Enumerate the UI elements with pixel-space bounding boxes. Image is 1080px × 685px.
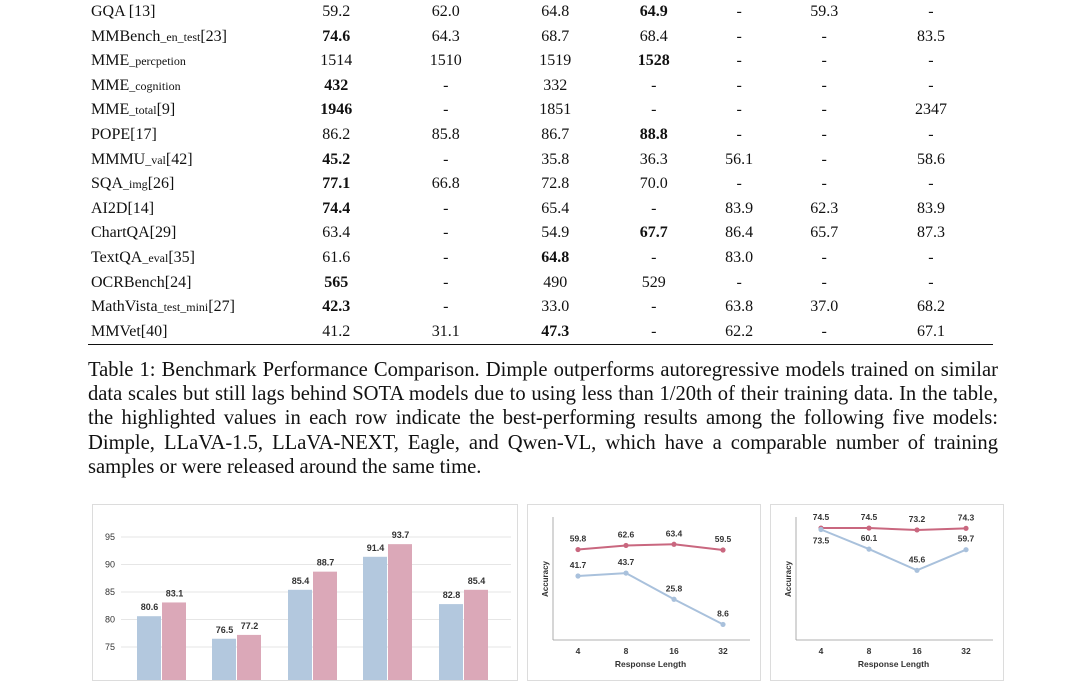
table-cell: 36.3 (639, 150, 668, 168)
table-cell: - (821, 273, 827, 291)
bar (313, 572, 337, 680)
table-cell: - (443, 224, 449, 242)
data-label: 73.5 (812, 535, 830, 546)
table-cell: - (821, 101, 827, 119)
data-point (623, 570, 628, 575)
table-cell: - (736, 101, 742, 119)
table-cell: 64.3 (431, 27, 460, 45)
data-label: 25.8 (665, 583, 683, 594)
table-cell: 74.4 (322, 199, 351, 217)
benchmark-table (88, 0, 993, 345)
data-label: 85.4 (467, 575, 486, 586)
benchmark-name: MME_percpetion (91, 52, 186, 70)
bar (137, 616, 161, 680)
table-cell: - (928, 125, 934, 143)
table-row (88, 49, 993, 74)
bar (439, 604, 463, 680)
table-cell: 41.2 (283, 320, 390, 345)
table-cell: - (651, 298, 657, 316)
table-cell: 83.5 (916, 27, 945, 45)
table-cell: 83.9 (725, 199, 754, 217)
series-line (821, 530, 966, 571)
table-cell: 45.2 (322, 150, 351, 168)
table-cell: - (928, 273, 934, 291)
table-cell: - (443, 199, 449, 217)
data-label: 43.7 (617, 557, 635, 568)
table-cell: - (821, 27, 827, 45)
table-row (88, 25, 993, 50)
y-tick-label: 95 (104, 532, 115, 542)
x-tick-label: 16 (912, 646, 922, 656)
benchmark-name: MMVet[40] (88, 320, 283, 345)
table-cell: 42.3 (322, 298, 351, 316)
table-cell: 65.7 (810, 224, 839, 242)
x-tick-label: 8 (866, 646, 872, 656)
table-row (88, 172, 993, 197)
table-cell: - (736, 175, 742, 193)
x-tick-label: 16 (669, 646, 679, 656)
table-cell: 86.2 (322, 125, 351, 143)
table-cell: 87.3 (916, 224, 945, 242)
bar-chart (93, 505, 517, 680)
table-cell: 67.7 (639, 224, 668, 242)
table-cell: 59.3 (810, 3, 839, 20)
y-axis-label: Accuracy (541, 560, 550, 598)
table-row (88, 271, 993, 296)
table-cell: - (928, 76, 934, 94)
data-point (866, 547, 871, 552)
data-label: 91.4 (366, 542, 385, 553)
x-tick-label: 8 (623, 646, 629, 656)
table-cell: 74.6 (322, 27, 351, 45)
table-cell: 67.1 (869, 320, 993, 345)
benchmark-name: MME_total[9] (91, 101, 176, 119)
table-cell: - (736, 76, 742, 94)
benchmark-name: TextQA_eval[35] (91, 248, 195, 266)
table-cell: 59.2 (322, 3, 351, 20)
bar (288, 590, 312, 680)
table-cell: - (821, 52, 827, 70)
data-label: 88.7 (316, 557, 335, 568)
table-cell: 56.1 (725, 150, 754, 168)
table-cell: 86.7 (541, 125, 570, 143)
x-tick-label: 32 (961, 646, 971, 656)
table-cell: 1851 (539, 101, 572, 119)
data-label: 60.1 (860, 533, 878, 544)
table-cell: 37.0 (810, 298, 839, 316)
data-point (963, 526, 968, 531)
data-point (720, 622, 725, 627)
data-label: 59.7 (957, 533, 975, 544)
table-cell: 58.6 (916, 150, 945, 168)
table-cell: 31.1 (390, 320, 502, 345)
y-tick-label: 85 (104, 587, 115, 597)
bar (212, 639, 236, 680)
table-cell: - (651, 101, 657, 119)
table-row (88, 74, 993, 99)
data-label: 82.8 (442, 590, 461, 601)
table-row (88, 0, 993, 25)
table-cell: 68.2 (916, 298, 945, 316)
table-cell: 61.6 (322, 248, 351, 266)
benchmark-name: MathVista_test_mini[27] (91, 298, 235, 316)
y-tick-label: 80 (104, 614, 115, 625)
line-chart-panel-2 (770, 504, 1004, 681)
table-cell: 529 (641, 273, 666, 291)
table-cell: 83.9 (916, 199, 945, 217)
data-label: 74.3 (957, 512, 975, 523)
data-label: 85.4 (291, 575, 310, 586)
table-cell: - (928, 52, 934, 70)
table-cell: 65.4 (541, 199, 570, 217)
table-cell: 64.8 (541, 248, 570, 266)
table-cell: 332 (543, 76, 568, 94)
table-cell: - (443, 273, 449, 291)
table-cell: 85.8 (431, 125, 460, 143)
table-cell: - (736, 52, 742, 70)
table-cell: - (443, 150, 449, 168)
table-row (88, 98, 993, 123)
table-cell: 63.4 (322, 224, 351, 242)
x-tick-label: 4 (818, 646, 824, 656)
table-row (88, 123, 993, 148)
data-label: 8.6 (717, 608, 729, 619)
data-label: 63.4 (665, 528, 683, 539)
data-label: 59.5 (714, 533, 732, 544)
data-point (623, 543, 628, 548)
data-point (720, 547, 725, 552)
table-cell: 64.9 (639, 3, 668, 20)
table-row (88, 320, 993, 345)
bar (237, 635, 261, 680)
bar-chart-panel (92, 504, 518, 681)
table-cell: - (928, 3, 934, 20)
data-point (818, 527, 823, 532)
series-line (578, 544, 723, 550)
table-cell: - (736, 27, 742, 45)
table-cell: 432 (324, 76, 349, 94)
table-cell: - (651, 76, 657, 94)
x-axis-label: Response Length (857, 659, 930, 669)
table-cell: - (821, 125, 827, 143)
data-point (866, 525, 871, 530)
table-cell: 72.8 (541, 175, 570, 193)
series-line (578, 573, 723, 624)
data-point (914, 568, 919, 573)
table-cell: 565 (324, 273, 349, 291)
x-tick-label: 32 (718, 646, 728, 656)
table-row (88, 246, 993, 271)
line-chart-1 (528, 505, 760, 680)
table-cell: - (780, 320, 869, 345)
data-label: 77.2 (240, 620, 259, 631)
table-caption: Table 1: Benchmark Performance Comparison. Dimple outperforms autoregressive models trained on similar data scales but still lags behind SOTA models due to using less than 1/20th of their training data. In the table, the highlighted values in each row indicate the best-performing results among the following five models: Dimple, LLaVA-1.5, LLaVA-NEXT, Eagle, and Qwen-VL, which have a comparable number of training samples or were released around the same time. (88, 359, 998, 478)
table-cell: 83.0 (725, 248, 754, 266)
table-cell: - (443, 298, 449, 316)
y-tick-label: 90 (104, 559, 115, 570)
table-cell: 63.8 (725, 298, 754, 316)
table-cell: - (821, 150, 827, 168)
table-cell: - (651, 199, 657, 217)
line-chart-2 (771, 505, 1003, 680)
table-cell: 1519 (539, 52, 572, 70)
data-label: 62.6 (617, 529, 635, 540)
benchmark-name: AI2D[14] (91, 199, 155, 217)
table-cell: - (821, 248, 827, 266)
table-cell: - (736, 125, 742, 143)
table-cell: - (443, 248, 449, 266)
table-cell: 68.4 (639, 27, 668, 45)
table-cell: 70.0 (639, 175, 668, 193)
table-cell: 2347 (914, 101, 947, 119)
table-cell: 490 (543, 273, 568, 291)
bar (464, 590, 488, 680)
table-cell: - (928, 175, 934, 193)
y-tick-label: 75 (104, 642, 115, 652)
table-cell: 62.3 (810, 199, 839, 217)
table-cell: - (928, 248, 934, 266)
table-cell: - (821, 76, 827, 94)
x-tick-label: 4 (575, 646, 581, 656)
table-cell: 68.7 (541, 27, 570, 45)
benchmark-name: MME_cognition (91, 76, 181, 94)
table-cell: - (821, 175, 827, 193)
table-cell: 62.2 (699, 320, 780, 345)
benchmark-name: MMMU_val[42] (91, 150, 193, 168)
table-cell: 64.8 (541, 3, 570, 20)
table-cell: 54.9 (541, 224, 570, 242)
y-axis-label: Accuracy (784, 560, 793, 598)
data-label: 73.2 (908, 513, 926, 524)
bar (162, 602, 186, 680)
data-label: 80.6 (140, 602, 159, 613)
table-cell: 47.3 (502, 320, 609, 345)
benchmark-name: POPE[17] (91, 125, 157, 143)
table-cell: 66.8 (431, 175, 460, 193)
data-label: 93.7 (391, 530, 410, 541)
benchmark-name: OCRBench[24] (91, 273, 192, 291)
data-point (963, 547, 968, 552)
data-point (914, 527, 919, 532)
table-cell: 62.0 (431, 3, 460, 20)
table-cell: 88.8 (639, 125, 668, 143)
data-point (575, 573, 580, 578)
table-cell: - (609, 320, 699, 345)
table-cell: 1510 (429, 52, 462, 70)
data-label: 76.5 (215, 624, 234, 635)
data-label: 41.7 (569, 560, 587, 571)
data-label: 45.6 (908, 554, 926, 565)
table-row (88, 221, 993, 246)
table-cell: 33.0 (541, 298, 570, 316)
table-cell: - (651, 248, 657, 266)
benchmark-name: SQA_img[26] (91, 175, 175, 193)
table-row (88, 197, 993, 222)
table-cell: 1528 (637, 52, 670, 70)
table-cell: - (736, 273, 742, 291)
table-row (88, 295, 993, 320)
data-point (671, 597, 676, 602)
data-label: 74.5 (812, 512, 830, 523)
x-axis-label: Response Length (614, 659, 687, 669)
series-line (821, 528, 966, 530)
data-label: 59.8 (569, 533, 587, 544)
table-cell: 1946 (320, 101, 353, 119)
benchmark-name: ChartQA[29] (91, 224, 177, 242)
data-label: 74.5 (860, 512, 878, 523)
table-cell: 86.4 (725, 224, 754, 242)
bar (363, 557, 387, 680)
table-cell: - (443, 76, 449, 94)
benchmark-name: MMBench_en_test[23] (91, 27, 227, 45)
table-cell: - (736, 3, 742, 20)
benchmark-name: GQA [13] (91, 3, 156, 20)
data-point (575, 547, 580, 552)
table-cell: 1514 (320, 52, 353, 70)
data-label: 83.1 (165, 588, 184, 599)
data-point (671, 542, 676, 547)
table-cell: 35.8 (541, 150, 570, 168)
table-cell: 77.1 (322, 175, 351, 193)
table-row (88, 148, 993, 173)
bar (388, 544, 412, 680)
line-chart-panel-1 (527, 504, 761, 681)
table-cell: - (443, 101, 449, 119)
